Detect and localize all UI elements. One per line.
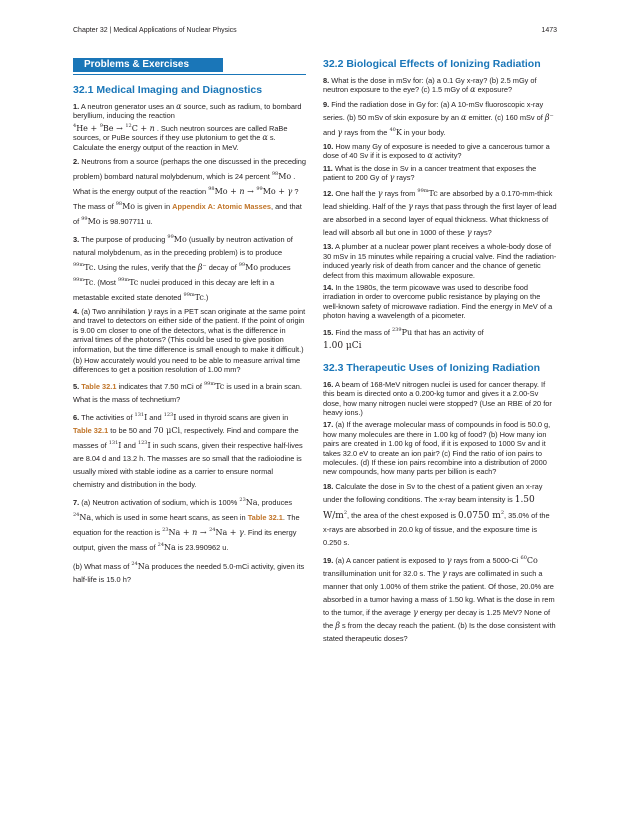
problem-number: 17. xyxy=(323,420,334,430)
problem-17: 17. (a) If the average molecular mass of compounds in food is 50.0 g, how many molecules are there in 1.00 kg of food? (b) How many ion pairs are created in 1.00 kg of food, if it is exposed to 1000 Sv and it takes 32.0 eV to create an ion pair? (c) Find the ratio of ion pairs to molecules. (d) If these ion pairs recombine into a distribution of 2000 new compounds, how many parts per billion is each? xyxy=(323,420,551,477)
problem-number: 15. xyxy=(323,327,334,337)
problem-12: 12. One half the γ rays from $^{99m}$Tc are absorbed by a 0.170-mm-thick lead shielding. Half of the γ rays that pass through the first layer of lead are absorbed in a second layer of equal thickness. What thickness of lead will absorb all but one in 1000 of these γ rays? xyxy=(323,188,557,238)
problem-number: 2. xyxy=(73,157,80,167)
problem-9: 9. Find the radiation dose in Gy for: (a) A 10-mSv fluoroscopic x-ray series. (b) 50 mSv of skin exposure by an α emitter. (c) 160 mSv of β⁻ and γ rays from the $^{40}$K in your body. xyxy=(323,99,554,137)
problem-number: 3. xyxy=(73,235,80,245)
problem-number: 7. xyxy=(73,497,80,507)
problem-number: 18. xyxy=(323,481,334,491)
problem-number: 9. xyxy=(323,99,330,109)
problem-11: 11. What is the dose in Sv in a cancer treatment that exposes the patient to 200 Gy of γ rays? xyxy=(323,163,537,183)
appendix-a-link[interactable]: Appendix A: Atomic Masses xyxy=(172,202,271,212)
problem-number: 12. xyxy=(323,189,334,199)
right-column xyxy=(323,58,557,648)
problem-18: 18. Calculate the dose in Sv to the chest of a patient given an x-ray under the following conditions. The x-ray beam intensity is 1.50 $W/m^2$, the area of the chest exposed is 0.0750 $m^2$, 35.0% of the x-rays are absorbed in 20.0 kg of tissue, and the exposure time is 0.250 s. xyxy=(323,481,550,547)
problem-1: 1. A neutron generator uses an α source, such as radium, to bombard beryllium, inducing the reaction $^4$He + $^9$Be → $^{12}$C + n . Such neutron sources are called RaBe sources, or PuBe sources if they use plutonium to get the α s. Calculate the energy output of the reaction in MeV. xyxy=(73,102,306,152)
page-header xyxy=(73,27,557,39)
section-title-32-1: 32.1 Medical Imaging and Diagnostics xyxy=(73,84,263,96)
problem-4: 4. (a) Two annihilation γ rays in a PET scan originate at the same point and travel to detectors on either side of the patient. If the point of origin is 9.00 cm closer to one of the detectors, what is the difference in arrival times of the photons? (This could be used to give position information, but the time difference is small enough to make it difficult.) (b) How accurately would you need to be able to measure arrival time differences to get a position resolution of 1.00 mm? xyxy=(73,307,306,375)
section-title-32-3: 32.3 Therapeutic Uses of Ionizing Radiation xyxy=(323,361,541,374)
problem-number: 6. xyxy=(73,412,80,422)
problems-banner: Problems & Exercises xyxy=(73,58,223,72)
left-column xyxy=(73,58,306,589)
problem-number: 1. xyxy=(73,102,80,111)
problem-number: 13. xyxy=(323,242,334,252)
chapter-title: Chapter 32 | Medical Applications of Nuclear Physics xyxy=(73,27,237,34)
problem-19: 19. (a) A cancer patient is exposed to γ rays from a 5000-Ci $^{60}$Co transillumination unit for 32.0 s. The γ rays are collimated in such a manner that only 1.00% of them strike the patient. Of those, 20.0% are absorbed in a tumor having a mass of 1.50 kg. What is the dose in rem to the tumor, if the average γ energy per decay is 1.25 MeV? None of the β s from the decay reach the patient. (b) Is the dose consistent with stated therapeutic doses? xyxy=(323,554,556,643)
problem-10: 10. How many Gy of exposure is needed to give a cancerous tumor a dose of 40 Sv if it is exposed to α activity? xyxy=(323,141,550,161)
section-title-32-2: 32.2 Biological Effects of Ionizing Radiation xyxy=(323,58,541,70)
problem-3: 3. The purpose of producing $^{99}$Mo (usually by neutron activation of natural molybdenum, as in the preceding problem) is to produce $^{99m}$Tc. Using the rules, verify that the β⁻ decay of $^{99}$Mo produces $^{99m}$Tc. (Most $^{99m}$Tc nuclei produced in this decay are left in a metastable excited state denoted $^{99m}$Tc.) xyxy=(73,234,293,303)
problem-15: 15. Find the mass of $^{239}$Pu that has an activity of 1.00 μCi xyxy=(323,326,484,351)
problem-number: 16. xyxy=(323,379,334,389)
problem-number: 8. xyxy=(323,76,330,85)
page-number: 1473 xyxy=(541,27,557,34)
problem-number: 10. xyxy=(323,141,334,151)
problem-number: 5. xyxy=(73,381,80,391)
problem-number: 11. xyxy=(323,163,333,173)
problem-2: 2. Neutrons from a source (perhaps the one discussed in the preceding problem) bombard natural molybdenum, which is 24 percent $^{98}$Mo . What is the energy output of the reaction $^{98}$Mo + n → $^{99}$Mo + γ ? The mass of $^{98}$Mo is given in Appendix A: Atomic Masses, and that of $^{99}$Mo is 98.907711 u. xyxy=(73,157,306,227)
problem-number: 14. xyxy=(323,283,334,293)
problem-14: 14. In the 1980s, the term picowave was used to describe food irradiation in order to overcome public resistance by playing on the well-known safety of microwave radiation. Find the energy in MeV of a photon having a wavelength of a picometer. xyxy=(323,283,553,321)
table-32-1-link[interactable]: Table 32.1 xyxy=(81,381,117,391)
problem-8: 8. What is the dose in mSv for: (a) a 0.1 Gy x-ray? (b) 2.5 mGy of neutron exposure to the eye? (c) 1.5 mGy of α exposure? xyxy=(323,76,537,95)
banner-rule xyxy=(73,74,306,75)
problem-16: 16. A beam of 168-MeV nitrogen nuclei is used for cancer therapy. If this beam is directed onto a 0.200-kg tumor and gives it a 2.00-Sv dose, how many nitrogen nuclei were stopped? (Use an RBE of 20 for heavy ions.) xyxy=(323,379,552,417)
table-32-1-link[interactable]: Table 32.1 xyxy=(73,425,109,435)
problem-6: 6. The activities of $^{131}$I and $^{123}$I used in thyroid scans are given in Table 32.1 to be 50 and 70 μCi, respectively. Find and compare the masses of $^{131}$I and $^{123}$I in such scans, given their respective half-lives are 8.04 d and 13.2 h. The masses are so small that the radioiodine is usually mixed with stable iodine as a carrier to ensure normal chemistry and distribution in the body. xyxy=(73,411,303,489)
problem-number: 4. xyxy=(73,307,80,317)
table-32-1-link[interactable]: Table 32.1 xyxy=(247,512,283,522)
problem-5: 5. Table 32.1 indicates that 7.50 mCi of $^{99m}$Tc is used in a brain scan. What is the mass of technetium? xyxy=(73,380,302,404)
reaction-equation: $^4$He + $^9$Be → $^{12}$C + n . Such neutron sources are called RaBe sources, or PuBe sources if they use plutonium to get the α s. Calculate the energy output of the reaction in MeV. xyxy=(73,122,288,152)
problem-7: 7. (a) Neutron activation of sodium, which is 100% $^{23}$Na, produces $^{24}$Na, which is used in some heart scans, as seen in Table 32.1. The equation for the reaction is $^{23}$Na + n → $^{24}$Na + γ. Find its energy output, given the mass of $^{24}$Na is 23.990962 u. (b) What mass of $^{24}$Na produces the needed 5.0-mCi activity, given its half-life is 15.0 h? xyxy=(73,496,305,584)
problem-13: 13. A plumber at a nuclear power plant receives a whole-body dose of 30 mSv in 15 minutes while repairing a crucial valve. Find the radiation-induced yearly risk of death from cancer and the chance of genetic defect from this maximum allowable exposure. xyxy=(323,242,557,280)
problem-number: 19. xyxy=(323,555,334,565)
